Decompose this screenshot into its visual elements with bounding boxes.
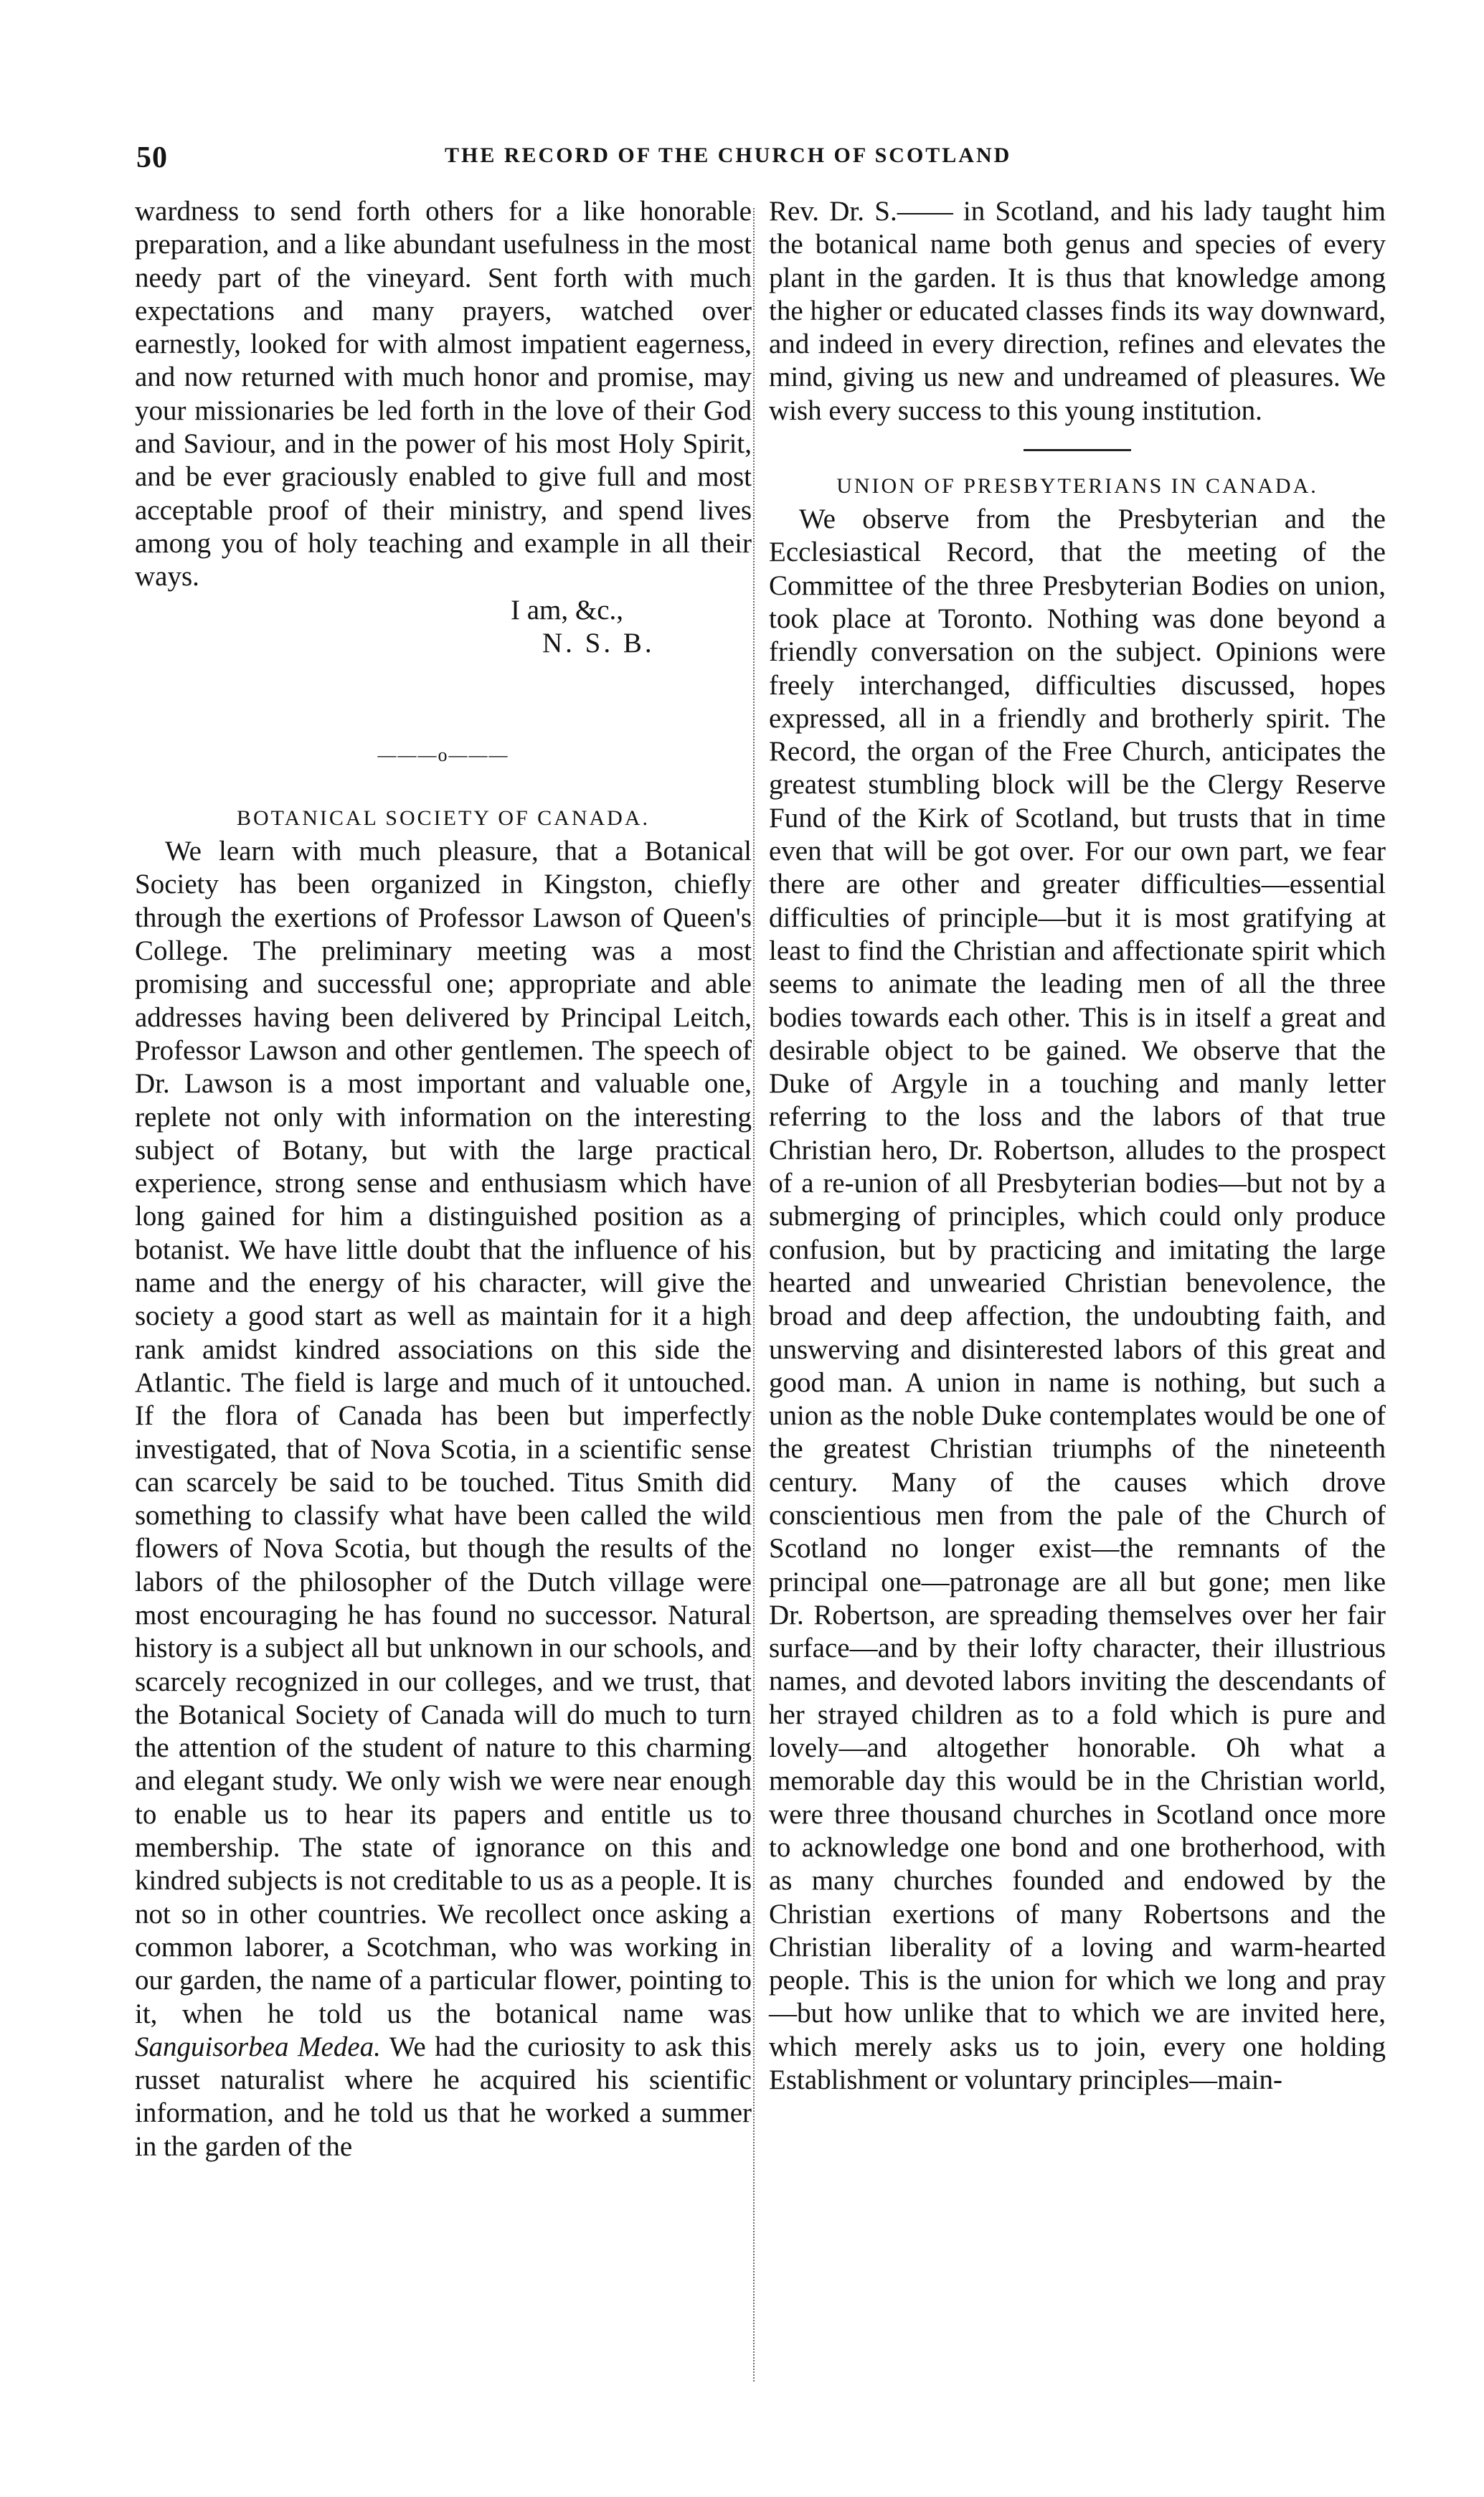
- running-title: THE RECORD OF THE CHURCH OF SCOTLAND: [445, 143, 1012, 167]
- section-title-union: UNION OF PRESBYTERIANS IN CANADA.: [836, 474, 1318, 499]
- botanical-continued: Rev. Dr. S.—— in Scotland, and his lady taught him the botanical name both genus and species of every plant in the garden. It is thus that knowledge among the higher or educated classes finds its way downward, and indeed in every direction, refines and elevates the mind, giving us new and undreamed of pleasures. We wish every success to this young institution.: [769, 196, 1386, 426]
- right-column: [769, 195, 1386, 2097]
- union-article: We observe from the Presbyterian and the Ecclesiastical Record, that the meeting of the Committee of the three Presbyterian Bodies on union, took place at Toronto. Nothing was done beyond a friendly conversation on the subject. Opinions were freely interchanged, difficulties discussed, hopes expressed, all in a friendly and brotherly spirit. The Record, the organ of the Free Church, anticipates the greatest stumbling block will be the Clergy Reserve Fund of the Kirk of Scotland, but trusts that in time even that will be got over. For our own part, we fear there are other and greater difficulties—essential difficulties of principle—but it is most gratifying at least to find the Christian and affectionate spirit which seems to animate the leading men of all the three bodies towards each other. This is in itself a great and desirable object to be gained. We observe that the Duke of Argyle in a touching and manly letter referring to the loss and the labors of that true Christian hero, Dr. Robertson, alludes to the prospect of a re-union of all Presbyterian bodies—but not by a submerging of principles, which could only produce confusion, but by practicing and imitating the large hearted and unwearied Christian benevolence, the broad and deep affection, the undoubting faith, and unswerving and disinterested labors of this great and good man. A union in name is nothing, but such a union as the noble Duke contemplates would be one of the greatest Christian triumphs of the nineteenth century. Many of the causes which drove conscientious men from the pale of the Church of Scotland no longer exist—the remnants of the principal one—patronage are all but gone; men like Dr. Robertson, are spreading themselves over her fair surface—and by their lofty character, their illustrious names, and devoted labors inviting the descendants of her strayed children as to a fold which is pure and lovely—and altogether honorable. Oh what a memorable day this would be in the Christian world, were three thousand churches in Scotland once more to acknowledge one bond and one brotherhood, with as many churches founded and endowed by the Christian exertions of many Robertsons and the Christian liberality of a loving and warm-hearted people. This is the union for which we long and pray—but how unlike that to which we are invited here, which merely asks us to join, every one holding Establishment or voluntary principles—main-: [769, 504, 1386, 2096]
- page-number: 50: [136, 141, 168, 174]
- botanical-article: [135, 835, 752, 2163]
- letter-signature: N. S. B.: [542, 627, 655, 659]
- column-divider: [753, 208, 755, 2382]
- botanical-intro: We learn with much pleasure, that a Botanical Society has been organized in Kingston, chiefly through the exertions of Professor Lawson of Queen's College. The preliminary meeting was a most promising and successful one; appropriate and able addresses having been delivered by Principal Leitch, Professor Lawson and other gentlemen. The speech of Dr. Lawson is a most important and valuable one, replete not only with information on the interesting subject of Botany, but with the large practical experience, strong sense and enthusiasm which have long gained for him a distinguished position as a botanist. We have little doubt that the influence of his name and the energy of his character, will give the society a good start as well as maintain for it a high rank amidst kindred associations on this side the Atlantic. The field is large and much of it untouched. If the flora of Canada has been but imperfectly investigated, that of Nova Scotia, in a scientific sense can scarcely be said to be touched. Titus Smith did something to classify what have been called the wild flowers of Nova Scotia, but though the results of the labors of the philosopher of the Dutch village were most encouraging he has found no successor. Natural history is a subject all but unknown in our schools, and scarcely recognized in our colleges, and we trust, that the Botanical Society of Canada will do much to turn the attention of the student of nature to this charming and elegant study. We only wish we were near enough to enable us to hear its papers and entitle us to membership. The state of ignorance on this and kindred subjects is not creditable to us as a people. It is not so in other countries. We recollect once asking a common laborer, a Scotchman, who was working in our garden, the name of a particular flower, pointing to it, when he told us the botanical name was: [135, 836, 752, 2029]
- page-header: [136, 141, 1348, 176]
- left-column: [135, 195, 752, 2163]
- letter-text: wardness to send forth others for a like honorable preparation, and a like abundant usefulness in the most needy part of the vineyard. Sent forth with much expectations and many prayers, watched over earnestly, looked for with almost impatient eagerness, and now returned with much honor and promise, may your missionaries be led forth in the love of their God and Saviour, and in the power of his most Holy Spirit, and be ever graciously enabled to give full and most acceptable proof of their ministry, and spend lives among you of holy teaching and example in all their ways.: [135, 196, 752, 593]
- botanical-name: Sanguisorbea Medea.: [135, 2031, 381, 2062]
- section-divider: ———o———: [377, 745, 509, 766]
- letter-closing: I am, &c.,: [511, 594, 624, 626]
- botanical-after: We had the curiosity to ask this russet naturalist where he acquired his scientific information, and he told us that he worked a summer in the garden of the: [135, 2031, 752, 2162]
- section-title-botanical: BOTANICAL SOCIETY OF CANADA.: [236, 806, 651, 831]
